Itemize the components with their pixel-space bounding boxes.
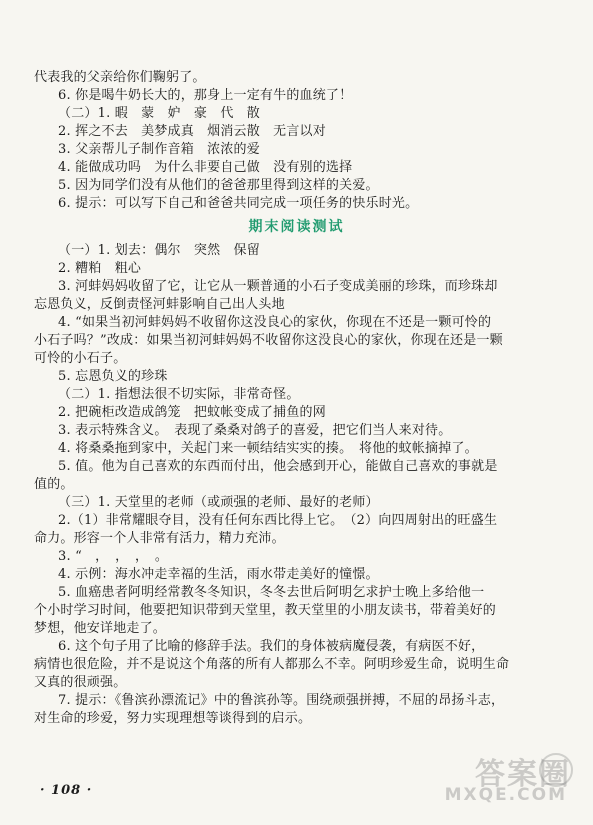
text-line: 4. 将桑桑拖到家中，关起门来一顿结结实实的揍。 将他的蚊帐摘掉了。 [58,441,478,456]
text-line: 小石子吗？”改成：如果当初河蚌妈妈不收留你这没良心的家伙，你现在还是一颗 [34,333,503,348]
text-line: 3. 父亲帮儿子制作音箱 浓浓的爱 [58,142,260,157]
watermark-logo [441,749,571,809]
text-line: 个小时学习时间，他要把知识带到天堂里，教天堂里的小朋友读书，带着美好的 [34,603,497,618]
text-line: 5. 血癌患者阿明经常教冬冬知识，冬冬去世后阿明乞求护士晚上多给他一 [58,585,485,600]
text-line: 代表我的父亲给你们鞠躬了。 [34,70,206,85]
text-line: 病情也很危险，并不是说这个角落的所有人都那么不幸。阿明珍爱生命，说明生命 [34,657,510,672]
text-line: 命力。形容一个人非常有活力，精力充沛。 [34,531,285,546]
page-number: · 108 · [40,783,93,798]
text-line: 2. 挥之不去 美梦成真 烟消云散 无言以对 [58,124,326,139]
text-line: 2. 糟粕 粗心 [58,261,142,276]
text-line: 可怜的小石子。 [34,351,127,366]
text-line: （二）1. 暇 蒙 妒 豪 代 散 [58,106,260,121]
text-line: 5. 因为同学们没有从他们的爸爸那里得到这样的关爱。 [58,178,379,193]
text-line: 7. 提示：《鲁滨孙漂流记》中的鲁滨孙等。围绕顽强拼搏，不屈的昂扬斗志， [58,693,505,708]
text-line: （二）1. 指想法很不切实际，非常奇怪。 [58,387,300,402]
text-line: 4. “如果当初河蚌妈妈不收留你这没良心的家伙，你现在不还是一颗可怜的 [58,315,492,330]
text-line: 又真的很顽强。 [34,675,127,690]
text-line: （一）1. 划去：偶尔 突然 保留 [58,243,260,258]
text-line: 4. 能做成功吗 为什么非要自己做 没有别的选择 [58,160,353,175]
watermark-text-bottom: MXQE.COM [444,785,567,805]
text-line: 4. 示例：海水冲走幸福的生活，雨水带走美好的憧憬。 [58,567,379,582]
section-title: 期末阅读测试 [248,219,345,235]
text-line: 6. 提示：可以写下自己和爸爸共同完成一项任务的快乐时光。 [58,196,419,211]
text-line: 梦想，他安详地走了。 [34,621,167,636]
text-line: 6. 这个句子用了比喻的修辞手法。我们的身体被病魔侵袭，有病医不好， [58,639,485,654]
text-line: 2.（1）非常耀眼夺目，没有任何东西比得上它。 （2）向四周射出的旺盛生 [58,513,498,528]
text-line: 3. 河蚌妈妈收留了它，让它从一颗普通的小石子变成美丽的珍珠，而珍珠却 [58,279,498,294]
text-line: 2. 把碗柜改造成鸽笼 把蚊帐变成了捕鱼的网 [58,405,326,420]
text-line: 3. 表示特殊含义。 表现了桑桑对鸽子的喜爱，把它们当人来对待。 [58,423,452,438]
watermark-text-top: 答案圈 [475,757,571,792]
text-line: 忘恩负义，反倒责怪河蚌影响自己出人头地 [34,297,285,312]
text-line: 5. 忘恩负义的珍珠 [58,369,168,384]
text-line: （三）1. 天堂里的老师（或顽强的老师、最好的老师） [58,495,379,510]
text-line: 值的。 [34,477,74,492]
text-line: 3. “ ， ， ， 。 [58,549,169,564]
text-line: 对生命的珍爱，努力实现理想等谈得到的启示。 [34,711,312,726]
text-line: 5. 值。他为自己喜欢的东西而付出，他会感到开心，能做自己喜欢的事就是 [58,459,498,474]
text-line: 6. 你是喝牛奶长大的，那身上一定有牛的血统了！ [58,88,353,103]
